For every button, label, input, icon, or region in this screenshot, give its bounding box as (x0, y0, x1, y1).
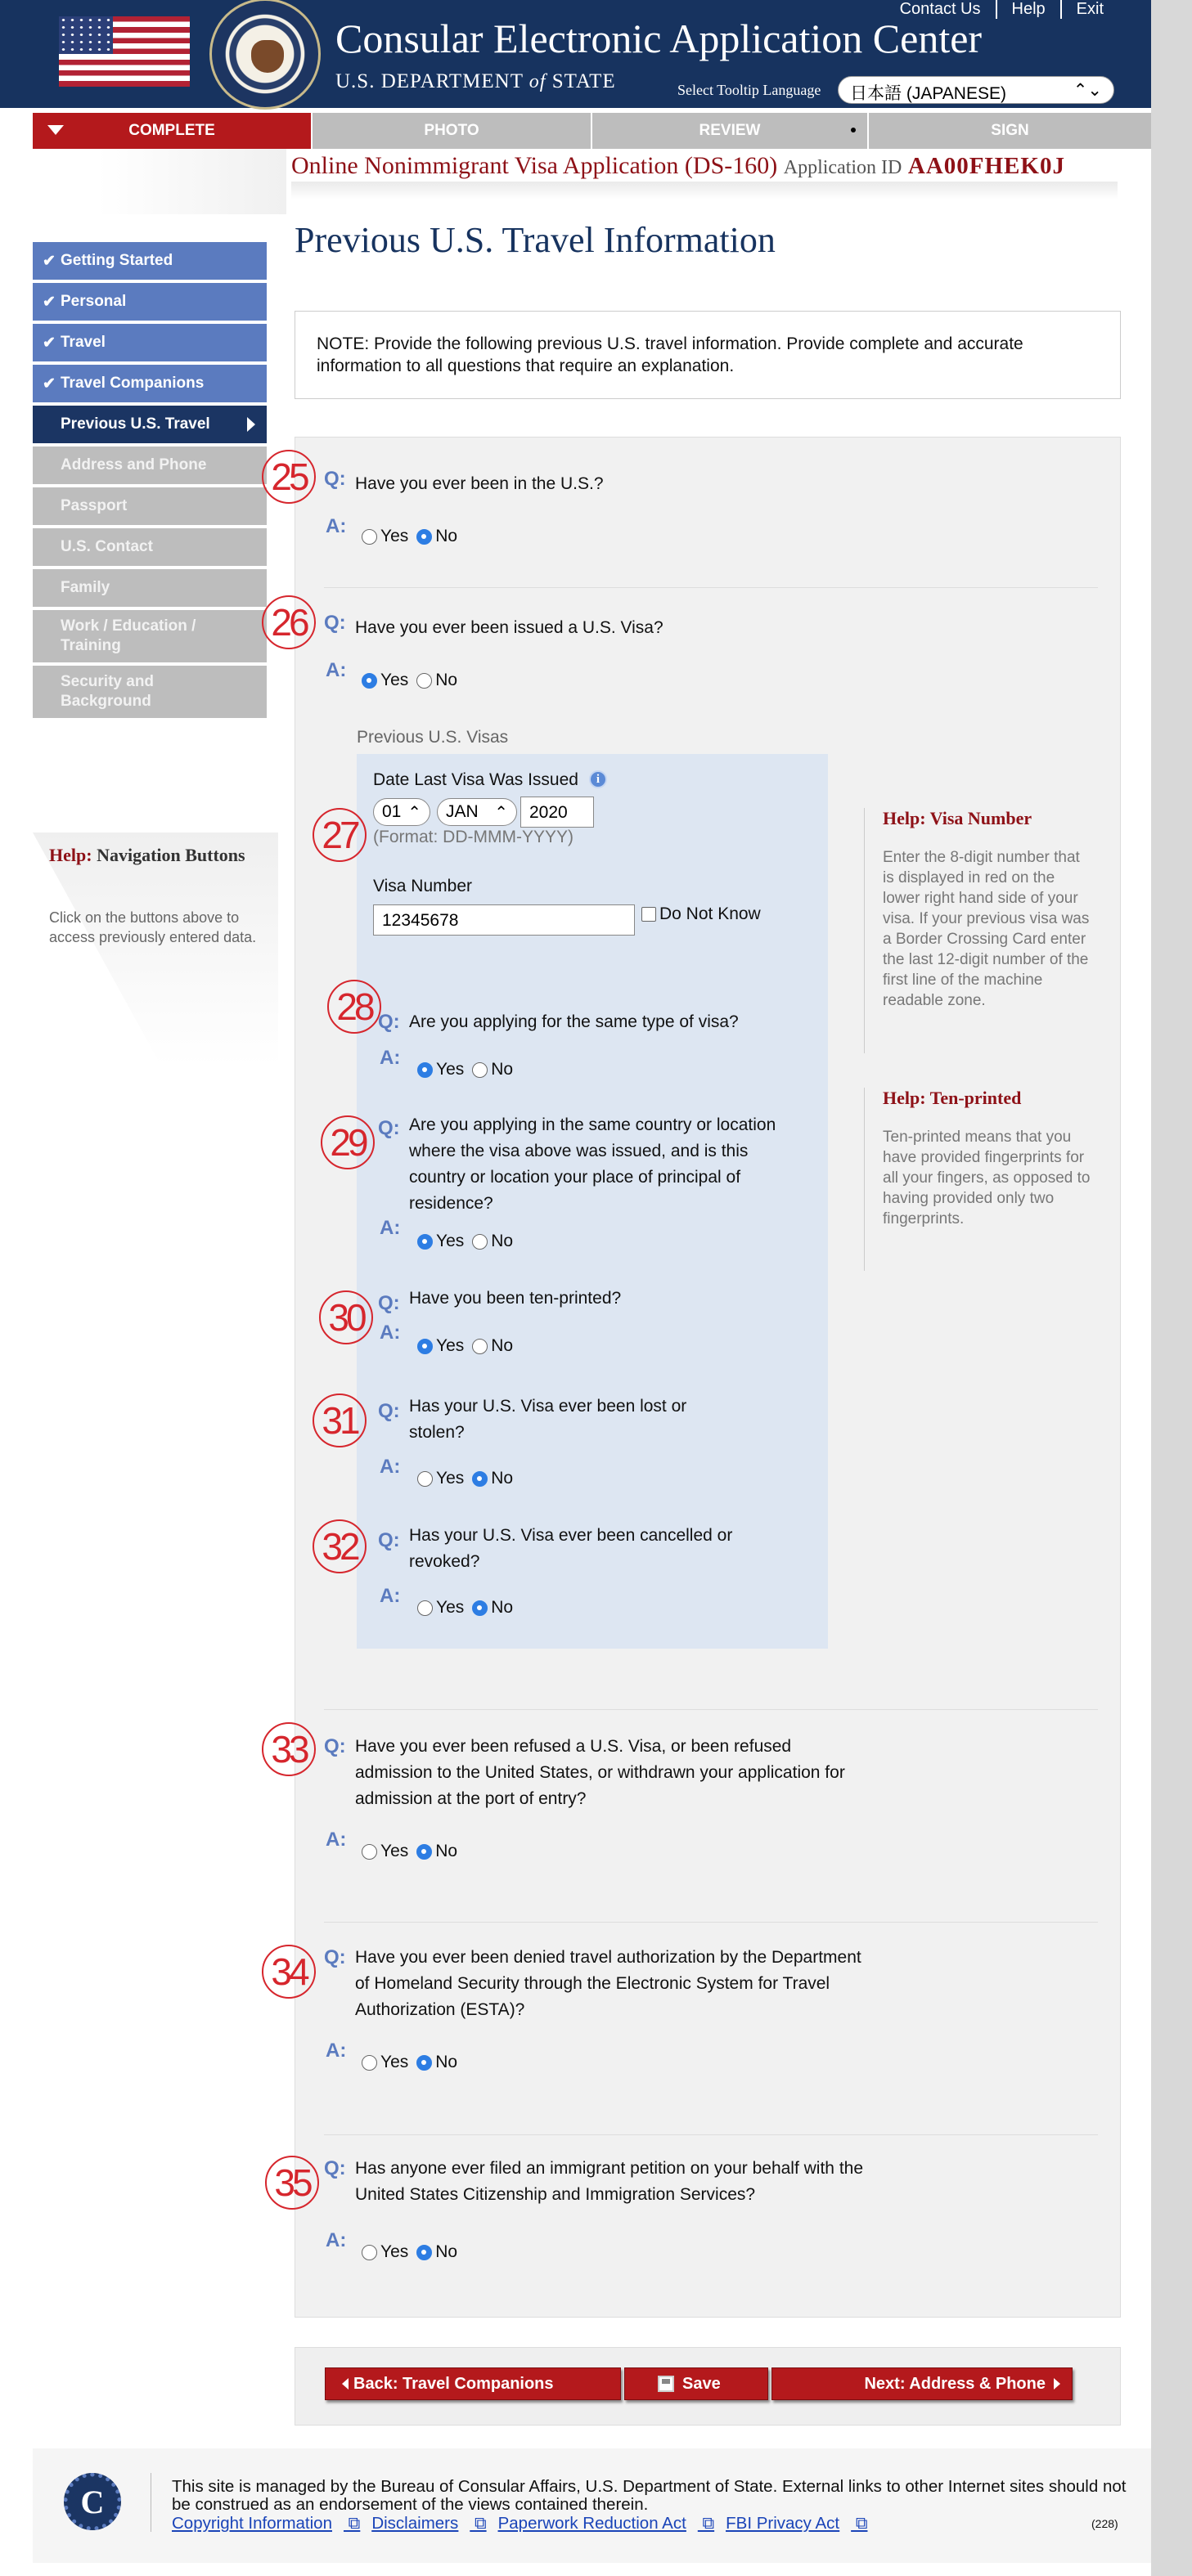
divider (324, 2134, 1098, 2135)
answer-label: A: (326, 515, 347, 537)
sidebar-item-passport (33, 487, 267, 525)
answer-label: A: (380, 1217, 401, 1239)
question-text: Have you ever been issued a U.S. Visa? (355, 618, 663, 637)
radio-yes-label: Yes (380, 2053, 409, 2071)
question-text: Have you been ten-printed? (409, 1289, 622, 1308)
top-links (885, 0, 1118, 19)
progress-step-label: PHOTO (424, 122, 479, 139)
do-not-know-label: Do Not Know (659, 904, 761, 923)
radio-no[interactable] (416, 529, 432, 545)
help-title (49, 844, 254, 866)
info-icon[interactable]: i (589, 770, 607, 788)
answer-group-q28 (417, 1060, 521, 1079)
progress-step-label: REVIEW (699, 122, 761, 139)
disclaimers-link[interactable]: Disclaimers ⧉ (371, 2514, 487, 2533)
sidebar-item-label: Passport (61, 497, 128, 514)
annotation-marker: 35 (265, 2156, 319, 2210)
radio-no-label: No (491, 1469, 514, 1488)
progress-bar (33, 113, 1151, 149)
help-title-text: Navigation Buttons (97, 845, 245, 865)
answer-group-q30 (417, 1336, 521, 1356)
divider (324, 587, 1098, 588)
radio-yes[interactable] (362, 1844, 377, 1860)
cursor-dot (851, 128, 856, 132)
visa-day-value: 01 (382, 802, 402, 821)
radio-yes-label: Yes (380, 527, 409, 545)
help-title (883, 808, 1093, 829)
radio-yes-label: Yes (436, 1060, 465, 1079)
annotation-marker: 29 (321, 1115, 375, 1169)
question-label: Q: (324, 468, 346, 490)
progress-step-sign[interactable] (869, 113, 1151, 149)
visa-day-select[interactable] (373, 798, 430, 826)
radio-yes[interactable] (362, 2245, 377, 2260)
question-text: Are you applying in the same country or location where the visa above was issued, and is this country or location your place of principal of residence? (409, 1115, 776, 1213)
radio-yes-option[interactable] (362, 1842, 408, 1861)
help-body: Click on the buttons above to access previously entered data. (49, 909, 257, 945)
help-title-text: Ten-printed (929, 1088, 1022, 1108)
radio-yes-label: Yes (436, 1598, 465, 1617)
radio-no-label: No (435, 2053, 458, 2071)
question-label: Q: (378, 1292, 400, 1314)
question-label: Q: (324, 1735, 346, 1757)
arrow-left-icon (342, 2378, 349, 2390)
dropdown-arrow-icon (47, 125, 64, 135)
radio-yes-label: Yes (436, 1232, 465, 1250)
radio-no-option[interactable] (416, 2053, 457, 2072)
radio-no-option[interactable] (472, 1598, 513, 1618)
sidebar-item-label: Getting Started (61, 252, 173, 269)
answer-group-q25 (362, 527, 466, 546)
arrow-right-icon (1054, 2378, 1060, 2390)
radio-yes[interactable] (417, 1600, 433, 1616)
date-last-visa-label: Date Last Visa Was Issued (373, 770, 578, 789)
check-icon: ✔ (43, 293, 56, 311)
radio-yes[interactable] (362, 2055, 377, 2071)
divider (324, 1922, 1098, 1923)
question-text: Have you ever been refused a U.S. Visa, or been refused admission to the United States, or withdrawn your application for admission at the port of entry? (355, 1737, 845, 1808)
sidebar-item-label: Work / Education / Training (61, 617, 196, 654)
help-link[interactable]: Help (996, 0, 1060, 19)
radio-no-label: No (491, 1336, 514, 1355)
radio-yes-option[interactable] (417, 1060, 464, 1079)
radio-yes-option[interactable] (362, 671, 408, 690)
select-chevron-icon: ⌃ (407, 804, 421, 822)
question-label: Q: (324, 1946, 346, 1968)
question-label: Q: (378, 1011, 400, 1033)
dept-part-2: STATE (551, 70, 616, 92)
sidebar-item-work-education (33, 610, 267, 662)
progress-step-review[interactable] (592, 113, 869, 149)
page-code: (228) (1091, 2517, 1118, 2530)
radio-no-label: No (435, 1842, 458, 1860)
visa-year-input[interactable]: 2020 (520, 797, 594, 828)
date-format-hint: (Format: DD-MMM-YYYY) (373, 828, 574, 846)
back-button-label: Back: Travel Companions (353, 2374, 554, 2393)
previous-visas-label: Previous U.S. Visas (357, 728, 509, 747)
visa-number-input[interactable]: 12345678 (373, 904, 635, 936)
question-label: Q: (378, 1400, 400, 1422)
radio-no-label: No (491, 1232, 514, 1250)
help-ten-printed (864, 1088, 1093, 1271)
visa-month-select[interactable] (437, 798, 517, 826)
application-id-value: AA00FHEK0J (907, 153, 1065, 179)
answer-label: A: (380, 1456, 401, 1478)
check-icon: ✔ (43, 252, 56, 270)
footer-links (172, 2514, 879, 2533)
us-flag-icon (59, 16, 190, 87)
radio-no[interactable] (472, 1234, 488, 1250)
radio-no-option[interactable] (472, 1060, 513, 1079)
radio-yes-option[interactable] (362, 2053, 408, 2072)
help-body: Enter the 8-digit number that is displayed in red on the lower right hand side of your visa. If your previous visa was a Border Crossing Card enter the last 12-digit number of the first line of the machine readable zone. (883, 849, 1090, 1009)
help-box-background (33, 832, 278, 1078)
sidebar-item-label: Security and Background (61, 673, 155, 710)
select-chevron-icon: ⌃⌄ (1073, 81, 1102, 100)
radio-yes[interactable] (362, 529, 377, 545)
back-button[interactable] (325, 2367, 621, 2400)
next-button[interactable] (771, 2367, 1073, 2400)
dept-of: of (529, 71, 547, 92)
radio-no-option[interactable] (416, 2242, 457, 2262)
site-title: Consular Electronic Application Center (335, 16, 983, 61)
sidebar-item-label: U.S. Contact (61, 538, 153, 555)
progress-step-photo[interactable] (313, 113, 592, 149)
visa-month-value: JAN (446, 802, 479, 821)
answer-label: A: (326, 2229, 347, 2251)
do-not-know-checkbox[interactable] (641, 907, 656, 922)
annotation-marker: 32 (313, 1519, 367, 1573)
annotation-marker: 34 (262, 1945, 316, 1999)
sidebar-nav (33, 242, 267, 721)
radio-no-option[interactable] (416, 1842, 457, 1861)
help-prefix: Help: (883, 808, 926, 828)
sidebar-item-label: Previous U.S. Travel (61, 415, 210, 433)
radio-no[interactable] (472, 1600, 488, 1616)
radio-yes-label: Yes (380, 2242, 409, 2261)
question-label: Q: (378, 1117, 400, 1139)
site-header (0, 0, 1151, 108)
help-prefix: Help: (883, 1088, 926, 1108)
annotation-marker: 28 (327, 980, 381, 1034)
sidebar-item-personal[interactable] (33, 283, 267, 321)
radio-no[interactable] (472, 1471, 488, 1487)
annotation-marker: 26 (262, 595, 316, 649)
answer-label: A: (380, 1322, 401, 1344)
sidebar-item-travel[interactable] (33, 324, 267, 361)
radio-yes[interactable] (417, 1339, 433, 1354)
answer-label: A: (326, 659, 347, 681)
radio-yes-option[interactable] (417, 1232, 464, 1251)
answer-group-q29 (417, 1232, 521, 1251)
sidebar-item-previous-us-travel[interactable] (33, 406, 267, 443)
annotation-marker: 31 (313, 1393, 367, 1447)
sidebar-item-label: Travel Companions (61, 375, 205, 392)
radio-yes[interactable] (417, 1062, 433, 1078)
question-text: Have you ever been in the U.S.? (355, 474, 604, 493)
disclaimers-link-label: Disclaimers (371, 2514, 459, 2533)
radio-yes-option[interactable] (362, 2242, 408, 2262)
sidebar-fade (98, 149, 286, 214)
tooltip-language-value: 日本語 (JAPANESE) (850, 84, 1006, 103)
sidebar-item-getting-started[interactable] (33, 242, 267, 280)
radio-no[interactable] (416, 2055, 432, 2071)
radio-yes-label: Yes (380, 671, 409, 689)
copyright-link[interactable]: Copyright Information ⧉ (172, 2514, 361, 2533)
note-box: NOTE: Provide the following previous U.S. travel information. Provide complete and accurate information to all questions that require an explanation. (295, 311, 1121, 399)
answer-group-q31 (417, 1469, 521, 1488)
consular-affairs-logo: C (64, 2473, 121, 2530)
page-title: Previous U.S. Travel Information (295, 220, 776, 260)
paperwork-link-label: Paperwork Reduction Act (497, 2514, 686, 2533)
radio-yes-label: Yes (436, 1469, 465, 1488)
radio-yes[interactable] (417, 1471, 433, 1487)
sidebar-item-label: Family (61, 579, 110, 596)
radio-no[interactable] (472, 1062, 488, 1078)
annotation-marker: 25 (262, 450, 316, 504)
help-title (883, 1088, 1093, 1109)
state-department-seal-icon (209, 0, 321, 110)
select-chevron-icon: ⌃ (494, 804, 508, 822)
radio-yes-label: Yes (380, 1842, 409, 1860)
help-prefix: Help: (49, 845, 92, 865)
help-visa-number (864, 808, 1093, 1053)
answer-group-q26 (362, 671, 466, 690)
answer-label: A: (380, 1047, 401, 1069)
radio-no-label: No (491, 1598, 514, 1617)
radio-yes-option[interactable] (417, 1336, 464, 1356)
radio-no-option[interactable] (472, 1469, 513, 1488)
contact-us-link[interactable]: Contact Us (899, 0, 981, 18)
progress-step-label: COMPLETE (128, 122, 215, 139)
question-label: Q: (324, 612, 346, 634)
radio-no-option[interactable] (472, 1232, 513, 1251)
flag-canton (59, 16, 113, 54)
radio-no-option[interactable] (472, 1336, 513, 1356)
radio-yes-option[interactable] (417, 1469, 464, 1488)
answer-group-q32 (417, 1598, 521, 1618)
annotation-marker: 30 (319, 1290, 373, 1344)
check-icon: ✔ (43, 334, 56, 352)
fbi-link-label: FBI Privacy Act (726, 2514, 840, 2533)
form-name: Online Nonimmigrant Visa Application (DS-160) (291, 152, 778, 179)
arrow-right-icon (247, 417, 255, 432)
sidebar-item-us-contact (33, 528, 267, 566)
radio-no-label: No (435, 2242, 458, 2261)
annotation-marker: 33 (262, 1722, 316, 1776)
navigation-help-box (33, 832, 278, 1078)
radio-no-option[interactable] (416, 527, 457, 546)
tooltip-language-label: Select Tooltip Language (677, 82, 821, 98)
seal-eagle (251, 40, 284, 73)
save-button[interactable] (624, 2367, 768, 2400)
question-label: Q: (378, 1529, 400, 1551)
progress-step-label: SIGN (991, 122, 1029, 139)
exit-link[interactable]: Exit (1060, 0, 1118, 19)
sidebar-item-label: Address and Phone (61, 456, 207, 473)
header-underline (291, 182, 1118, 200)
radio-yes-label: Yes (436, 1336, 465, 1355)
radio-no[interactable] (472, 1339, 488, 1354)
dept-part-1: U.S. DEPARTMENT (335, 70, 524, 92)
answer-label: A: (326, 2040, 347, 2062)
radio-no[interactable] (416, 1844, 432, 1860)
divider (324, 1709, 1098, 1710)
tooltip-language-select[interactable] (838, 76, 1114, 104)
radio-no-option[interactable] (416, 671, 457, 690)
application-header (291, 152, 1065, 180)
help-title-text: Visa Number (929, 808, 1032, 828)
scrollbar[interactable] (1151, 0, 1192, 2576)
paperwork-reduction-link[interactable]: Paperwork Reduction Act ⧉ (497, 2514, 715, 2533)
radio-no-label: No (435, 527, 458, 545)
radio-yes-option[interactable] (362, 527, 408, 546)
button-bar (295, 2347, 1121, 2426)
sidebar-item-family (33, 569, 267, 607)
application-id-label: Application ID (783, 157, 902, 178)
sidebar-item-travel-companions[interactable] (33, 365, 267, 402)
progress-step-complete[interactable] (33, 113, 313, 149)
visa-number-label: Visa Number (373, 877, 472, 895)
radio-no[interactable] (416, 673, 432, 689)
radio-no-label: No (491, 1060, 514, 1079)
annotation-marker: 27 (313, 808, 367, 862)
radio-yes[interactable] (417, 1234, 433, 1250)
question-text: Has your U.S. Visa ever been lost or stolen? (409, 1397, 687, 1442)
answer-label: A: (380, 1585, 401, 1607)
check-icon: ✔ (43, 375, 56, 393)
radio-no[interactable] (416, 2245, 432, 2260)
radio-yes[interactable] (362, 673, 377, 689)
fbi-privacy-link[interactable]: FBI Privacy Act ⧉ (726, 2514, 868, 2533)
question-label: Q: (324, 2157, 346, 2179)
radio-yes-option[interactable] (417, 1598, 464, 1618)
answer-group-q33 (362, 1842, 466, 1861)
answer-label: A: (326, 1829, 347, 1851)
save-button-label: Save (682, 2374, 721, 2393)
sidebar-item-label: Travel (61, 334, 106, 351)
footer (33, 2448, 1151, 2563)
sidebar-item-address-and-phone (33, 447, 267, 484)
sidebar-item-label: Personal (61, 293, 127, 310)
department-name (335, 70, 616, 93)
do-not-know-option[interactable] (641, 904, 761, 924)
answer-group-q34 (362, 2053, 466, 2072)
copyright-link-label: Copyright Information (172, 2514, 332, 2533)
footer-text: This site is managed by the Bureau of Consular Affairs, U.S. Department of State. External links to other Internet sites should not be construed as an endorsement of the views contained therein. (172, 2477, 1127, 2514)
help-body: Ten-printed means that you have provided fingerprints for all your fingers, as opposed to having provided only two fingerprints. (883, 1129, 1091, 1227)
answer-group-q35 (362, 2242, 466, 2262)
next-button-label: Next: Address & Phone (864, 2374, 1046, 2393)
question-text: Have you ever been denied travel authorization by the Department of Homeland Security through the Electronic System for Travel Authorization (ESTA)? (355, 1948, 861, 2019)
question-text: Has your U.S. Visa ever been cancelled or revoked? (409, 1526, 733, 1571)
question-text: Has anyone ever filed an immigrant petition on your behalf with the United States Citizenship and Immigration Services? (355, 2159, 864, 2204)
sidebar-item-security-background (33, 666, 267, 718)
question-text: Are you applying for the same type of visa? (409, 1012, 739, 1031)
save-disk-icon (658, 2376, 674, 2392)
radio-no-label: No (435, 671, 458, 689)
